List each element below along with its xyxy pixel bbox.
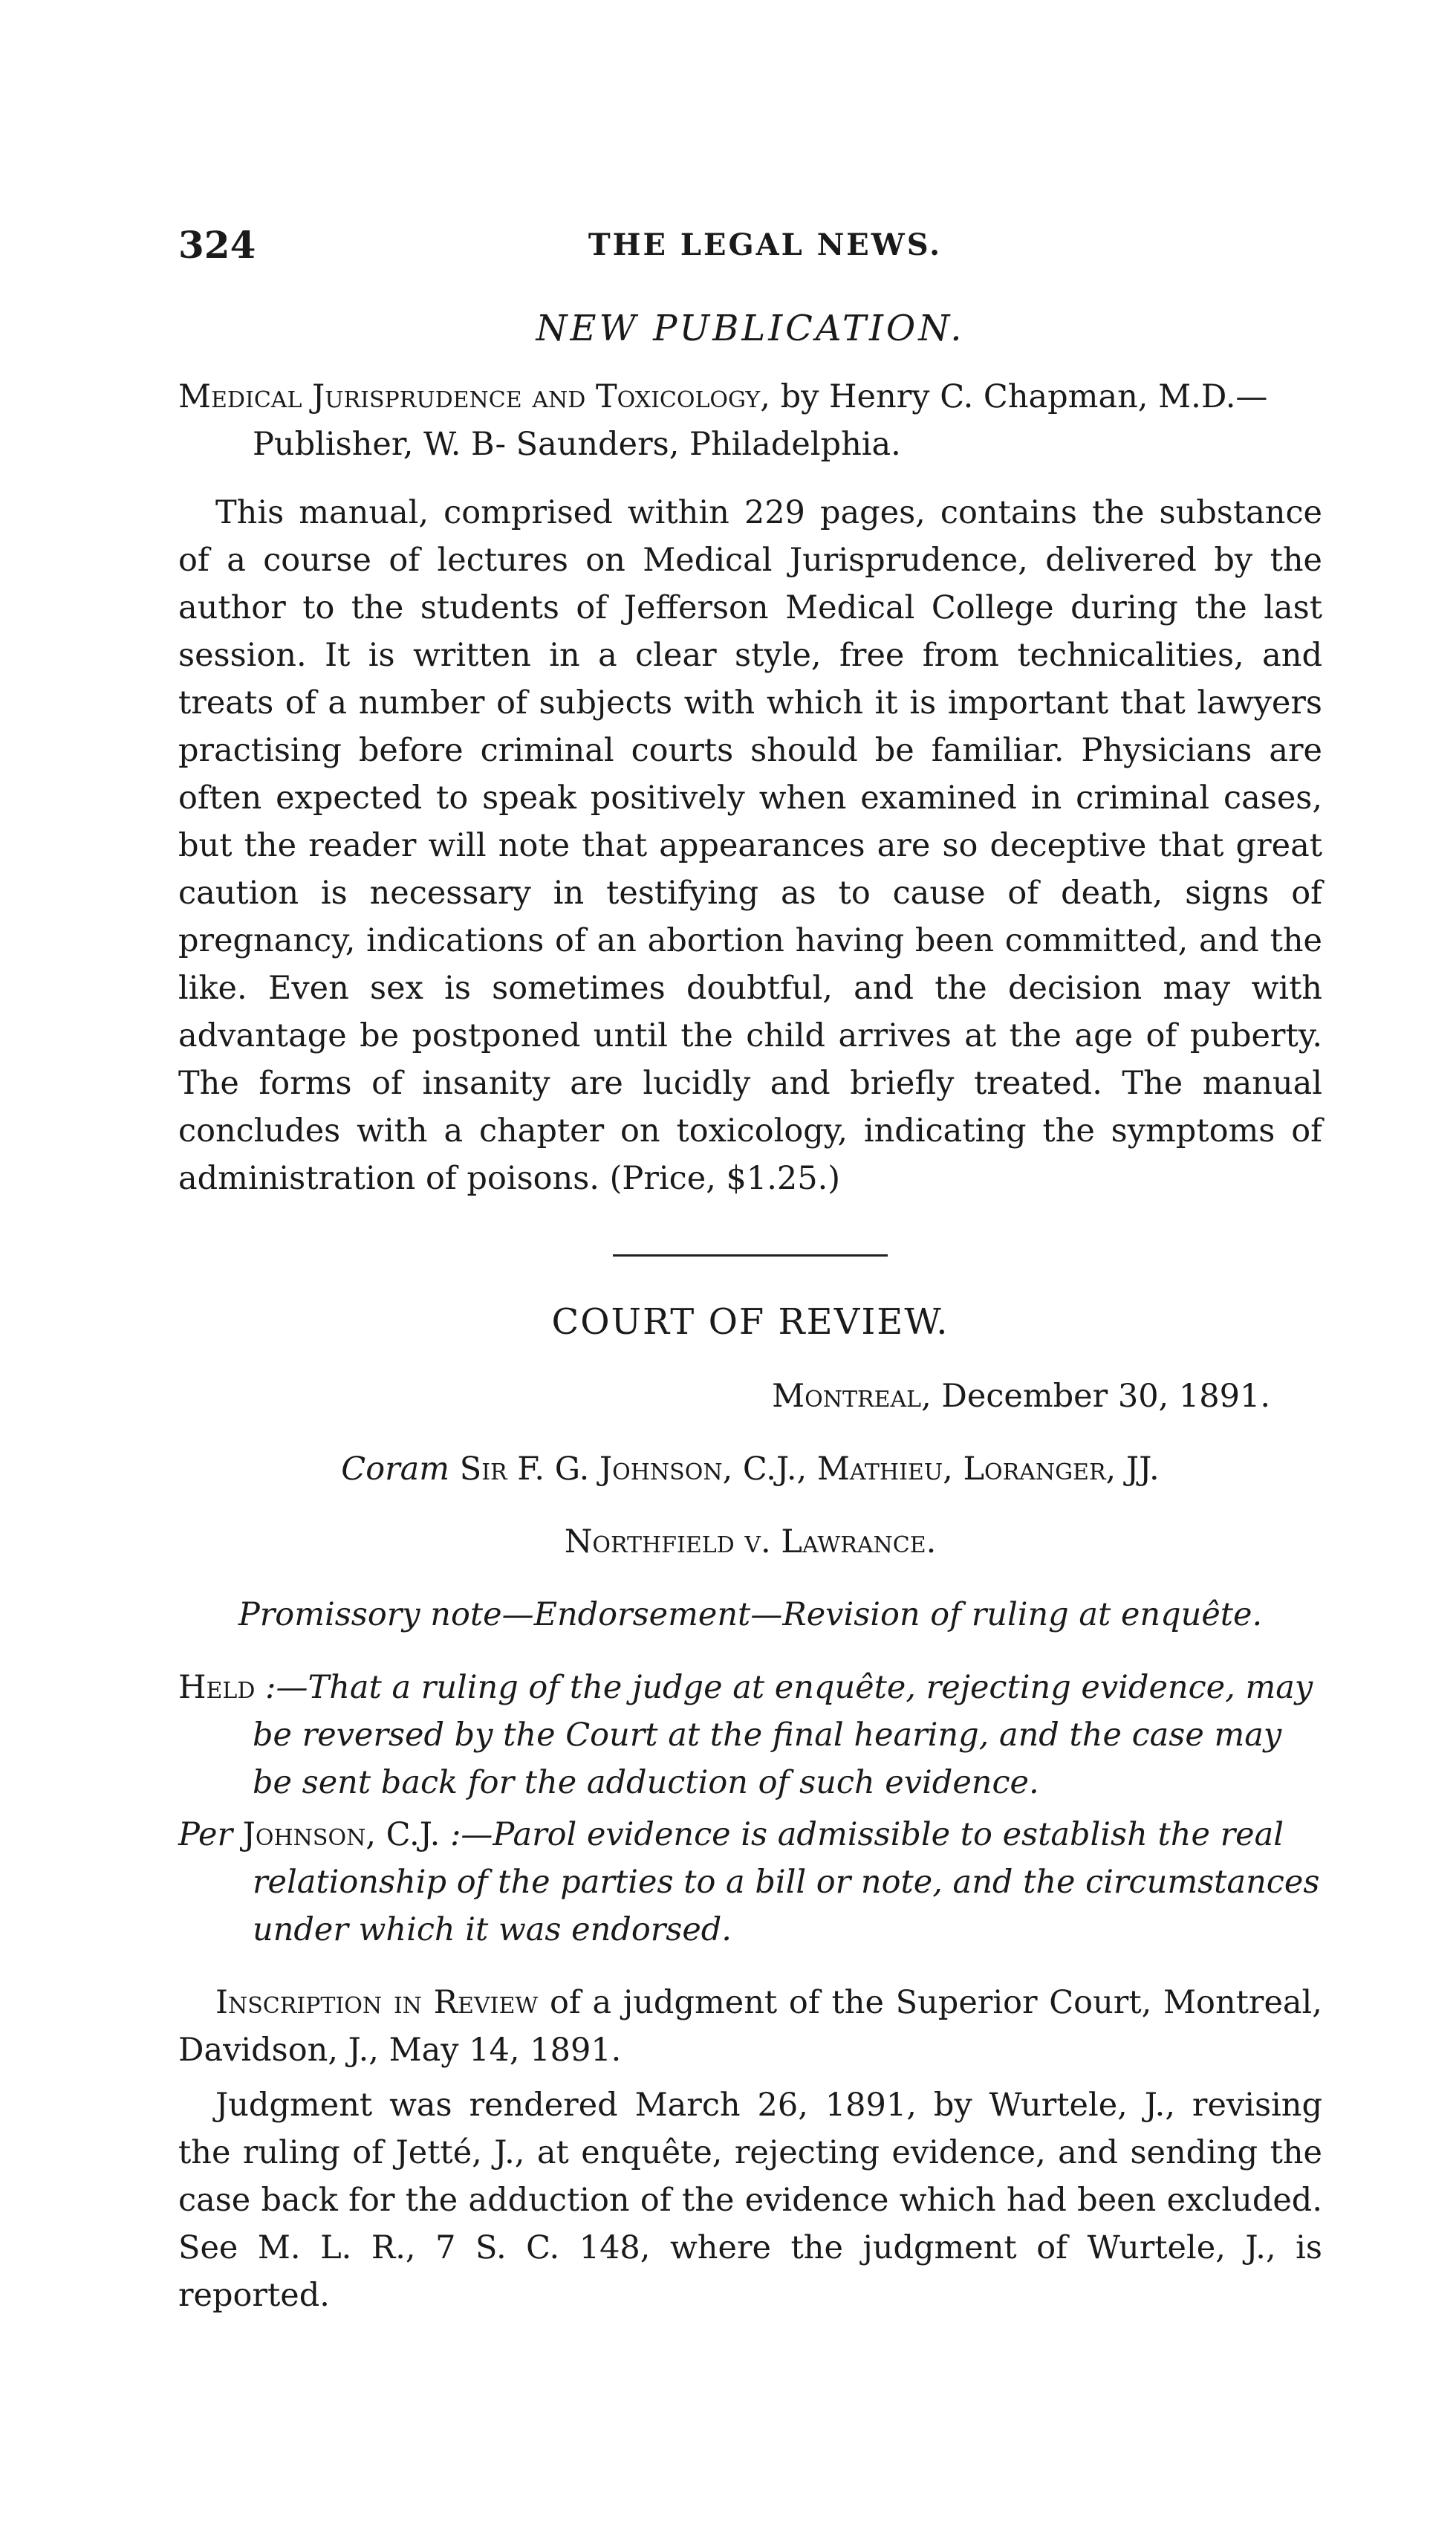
court-title: COURT OF REVIEW. (551, 1301, 949, 1343)
dateline-place: Montreal, (772, 1378, 932, 1415)
held-text: :—That a ruling of the judge at enquête, rejecting evidence, may be reversed by the Court at the final hearing, and the case may be sent back for the adduction of such evidence. (253, 1669, 1313, 1801)
per-headnote (178, 1811, 1322, 1954)
book-author-publisher: by Henry C. Chapman, M.D.—Publisher, W. B- Saunders, Philadelphia. (253, 378, 1268, 463)
case-subject: Promissory note—Endorsement—Revision of ruling at enquête. (238, 1596, 1263, 1633)
dateline-date: December 30, 1891. (931, 1378, 1270, 1415)
coram-word: Coram (341, 1451, 450, 1488)
dateline (178, 1372, 1270, 1420)
section-divider (613, 1254, 888, 1257)
inscription-text: of a judgment of the Superior Court, Montreal, Davidson, J., May 14, 1891. (178, 1984, 1322, 2069)
case-name: Northfield v. Lawrance. (564, 1523, 937, 1560)
book-title: Medical Jurisprudence and Toxicology, (178, 378, 770, 415)
inscription-label: Inscription in Review (215, 1984, 539, 2021)
held-headnote (178, 1664, 1322, 1806)
per-judge: Johnson, C.J. (233, 1816, 441, 1853)
section-title: NEW PUBLICATION. (536, 308, 965, 349)
coram-judges: Sir F. G. Johnson, C.J., Mathieu, Loranger, JJ. (449, 1451, 1160, 1488)
text-column (178, 305, 1322, 2327)
running-head: THE LEGAL NEWS. (588, 227, 943, 262)
inscription-paragraph (178, 1979, 1322, 2074)
per-label: Per (178, 1816, 233, 1853)
judgment-paragraph: Judgment was rendered March 26, 1891, by Wurtele, J., revising the ruling of Jetté, J., at enquête, rejecting evidence, and sending the case back for the adduction of the evidence which had been excluded. See M. L. R., 7 S. C. 148, where the judgment of Wurtele, J., is reported. (178, 2087, 1322, 2314)
review-paragraph: This manual, comprised within 229 pages, contains the substance of a course of lectures on Medical Jurisprudence, delivered by the author to the students of Jefferson Medical College during the last session. It is written in a clear style, free from technicalities, and treats of a number of subjects with which it is important that lawyers practising before criminal courts should be familiar. Physicians are often expected to speak positively when examined in criminal cases, but the reader will note that appearances are so deceptive that great caution is necessary in testifying as to cause of death, signs of pregnancy, indications of an abortion having been committed, and the like. Even sex is sometimes doubtful, and the decision may with advantage be postponed until the child arrives at the age of puberty. The forms of insanity are lucidly and briefly treated. The manual concludes with a chapter on toxicology, indicating the symptoms of administration of poisons. (Price, $1.25.) (178, 494, 1322, 1197)
page-header (178, 223, 1352, 275)
page-number: 324 (178, 223, 256, 267)
per-text: :—Parol evidence is admissible to establish the real relationship of the parties to a bill or note, and the circumstances under which it was endorsed. (253, 1816, 1320, 1948)
held-label: Held (178, 1669, 256, 1706)
coram-line (178, 1445, 1322, 1493)
publication-citation (178, 373, 1322, 468)
